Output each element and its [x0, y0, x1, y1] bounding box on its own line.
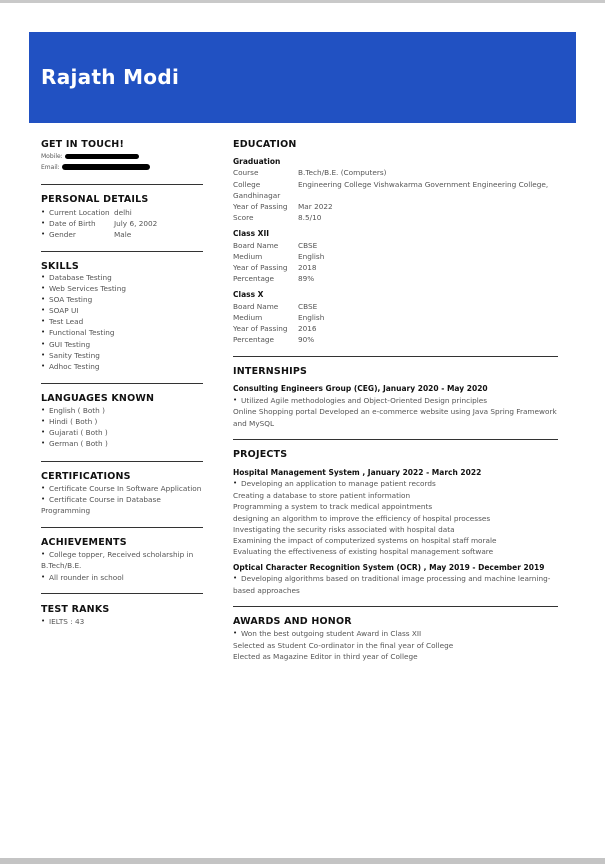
top-scan-edge: [0, 0, 605, 3]
mobile-label: Mobile:: [41, 153, 63, 160]
certifications-list: [41, 484, 201, 506]
skills-list: [41, 273, 126, 373]
project-line: Evaluating the effectiveness of existing hospital management software: [233, 546, 494, 556]
personal-details-list: [41, 208, 203, 241]
languages-heading: LANGUAGES KNOWN: [41, 393, 155, 404]
projects-heading: PROJECTS: [233, 449, 288, 460]
divider: [41, 383, 203, 384]
education-heading: EDUCATION: [233, 139, 297, 150]
contact-heading: GET IN TOUCH!: [41, 139, 124, 150]
divider: [41, 251, 203, 252]
project-line: Examining the impact of computerized systems on hospital staff morale: [233, 535, 497, 545]
languages-list: [41, 406, 108, 450]
skill-item: • Functional Testing: [41, 328, 126, 339]
certifications-heading: CERTIFICATIONS: [41, 471, 131, 482]
language-item: • Hindi ( Both ): [41, 417, 108, 428]
awards-bullets: [233, 629, 421, 640]
email-label: Email:: [41, 164, 60, 171]
project-bullets-2: [233, 574, 550, 585]
achievements-list: [41, 550, 193, 561]
project-bullets: [233, 479, 436, 490]
language-item: • Gujarati ( Both ): [41, 428, 108, 439]
personal-heading: PERSONAL DETAILS: [41, 194, 149, 205]
class10-title: Class X: [233, 290, 264, 299]
project-line: designing an algorithm to improve the efficiency of hospital processes: [233, 513, 491, 523]
redacted-email: [62, 164, 150, 170]
skill-item: • Adhoc Testing: [41, 362, 126, 373]
project-line: Programming a system to track medical appointments: [233, 502, 433, 511]
achievements-list-2: [41, 573, 124, 584]
project-title: Hospital Management System , January 2022 - March 2022: [233, 468, 482, 477]
personal-row: • Gender Male: [41, 230, 203, 241]
divider: [41, 184, 203, 185]
test-ranks-list: [41, 617, 84, 628]
skills-heading: SKILLS: [41, 261, 79, 272]
language-item: • German ( Both ): [41, 439, 108, 450]
skill-item: • SOAP UI: [41, 306, 126, 317]
achievement-item: • All rounder in school: [41, 573, 124, 584]
divider: [233, 356, 558, 357]
skill-item: • Sanity Testing: [41, 351, 126, 362]
project-line: Investigating the security risks associated with hospital data: [233, 524, 455, 534]
project-title: Optical Character Recognition System (OCR) , May 2019 - December 2019: [233, 563, 545, 572]
internship-bullets: [233, 396, 487, 407]
divider: [233, 606, 558, 607]
class12-title: Class XII: [233, 229, 270, 238]
project-line: based approaches: [233, 585, 300, 595]
achievements-heading: ACHIEVEMENTS: [41, 537, 127, 548]
certification-item: • Certificate Course In Software Application: [41, 484, 201, 495]
achievement-item: • College topper, Received scholarship in: [41, 550, 193, 561]
project-bullet: • Developing algorithms based on traditional image processing and machine learning-: [233, 574, 550, 585]
language-item: • English ( Both ): [41, 406, 108, 417]
skill-item: • Test Lead: [41, 317, 126, 328]
test-rank-item: • IELTS : 43: [41, 617, 84, 628]
internship-line: Online Shopping portal Developed an e-commerce website using Java Spring Framework: [233, 407, 557, 416]
internship-bullet: • Utilized Agile methodologies and Object-Oriented Design principles: [233, 396, 487, 407]
divider: [233, 439, 558, 440]
project-line: Creating a database to store patient information: [233, 490, 411, 500]
certification-continuation: Programming: [41, 506, 91, 515]
divider: [41, 461, 203, 462]
graduation-title: Graduation: [233, 157, 281, 166]
award-line: Selected as Student Co-ordinator in the final year of College: [233, 641, 454, 650]
bottom-scan-edge: [0, 858, 605, 864]
personal-row: • Current Location delhi: [41, 208, 203, 219]
name-banner: [29, 32, 576, 123]
personal-row: • Date of Birth July 6, 2002: [41, 219, 203, 230]
achievement-continuation: B.Tech/B.E.: [41, 561, 82, 570]
award-line: Elected as Magazine Editor in third year of College: [233, 652, 418, 661]
project-bullet: • Developing an application to manage patient records: [233, 479, 436, 490]
skill-item: • Web Services Testing: [41, 284, 126, 295]
certification-item: • Certificate Course in Database: [41, 495, 201, 506]
internships-heading: INTERNSHIPS: [233, 366, 308, 377]
redacted-mobile: [65, 154, 139, 159]
skill-item: • SOA Testing: [41, 295, 126, 306]
internship-title: Consulting Engineers Group (CEG), January 2020 - May 2020: [233, 384, 488, 393]
candidate-name: Rajath Modi: [41, 65, 180, 89]
divider: [41, 527, 203, 528]
test-ranks-heading: TEST RANKS: [41, 604, 110, 615]
award-bullet: • Won the best outgoing student Award in Class XII: [233, 629, 421, 640]
awards-heading: AWARDS AND HONOR: [233, 616, 352, 627]
skill-item: • GUI Testing: [41, 340, 126, 351]
internship-line: and MySQL: [233, 418, 275, 428]
divider: [41, 593, 203, 594]
skill-item: • Database Testing: [41, 273, 126, 284]
